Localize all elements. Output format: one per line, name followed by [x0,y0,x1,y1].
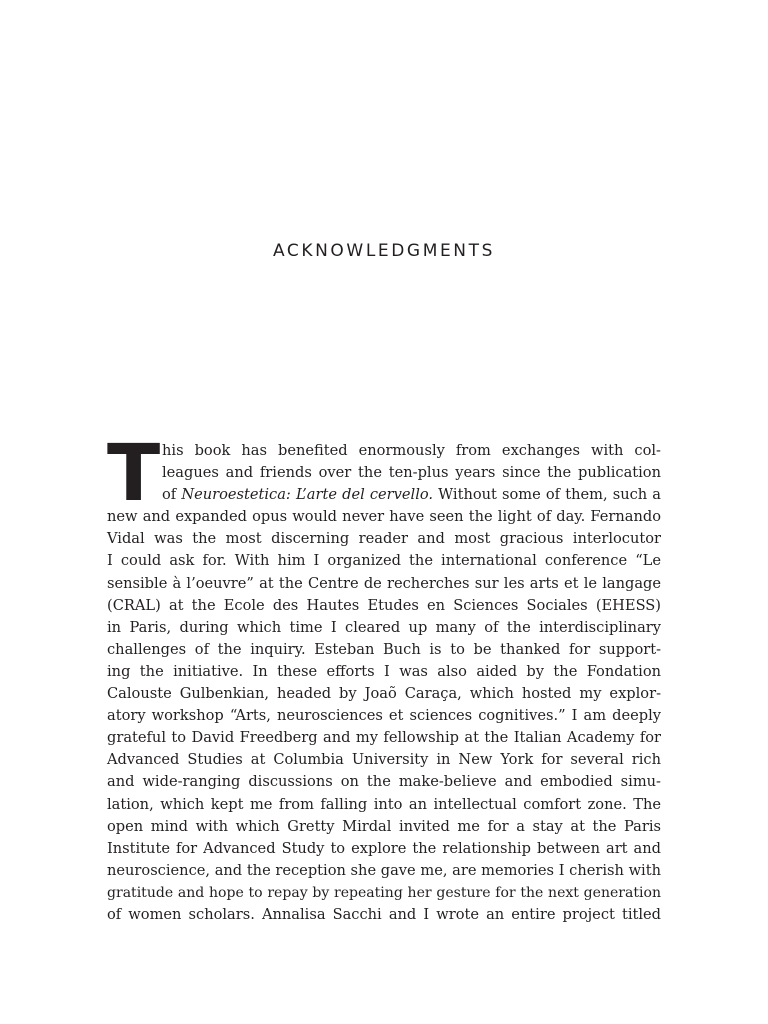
text-line: grateful to David Freedberg and my fellowship at the Italian Academy for [107,729,661,747]
text-line: atory workshop “Arts, neurosciences et sciences cognitives.” I am deeply [107,707,661,725]
text-line: (CRAL) at the Ecole des Hautes Etudes en Sciences Sociales (EHESS) [107,596,661,614]
text-line: Calouste Gulbenkian, headed by Joaõ Caraça, which hosted my explor- [107,685,661,703]
book-title: Neuroestetica: L’arte del cervello. [181,486,434,504]
text-line: challenges of the inquiry. Esteban Buch is to be thanked for support- [107,640,661,658]
text-line: Vidal was the most discerning reader and most gracious interlocutor [107,530,661,548]
chapter-title: ACKNOWLEDGMENTS [272,241,496,261]
text-fragment: of [162,486,177,504]
text-line: of women scholars. Annalisa Sacchi and I wrote an entire project titled [107,905,661,923]
text-line: his book has benefited enormously from exchanges with col- [162,442,661,459]
text-line: Advanced Studies at Columbia University in New York for several rich [107,751,661,769]
text-line: leagues and friends over the ten-plus years since the publication [162,464,661,482]
text-line: I could ask for. With him I organized the international conference “Le [107,552,661,570]
text-line: Institute for Advanced Study to explore the relationship between art and [107,839,661,857]
text-line: lation, which kept me from falling into an intellectual comfort zone. The [107,795,661,813]
drop-cap: T [107,429,161,519]
text-line: ing the initiative. In these efforts I was also aided by the Fondation [107,662,661,680]
text-line: neuroscience, and the reception she gave me, are memories I cherish with [107,861,661,879]
text-line: new and expanded opus would never have seen the light of day. Fernando [107,508,661,526]
text-line: and wide-ranging discussions on the make-believe and embodied simu- [107,773,661,791]
acknowledgments-paragraph [107,429,661,926]
text-line [162,484,661,506]
text-line: in Paris, during which time I cleared up many of the interdisciplinary [107,618,661,636]
text-line: gratitude and hope to repay by repeating her gesture for the next generation [107,884,661,901]
text-line: open mind with which Gretty Mirdal invited me for a stay at the Paris [107,817,661,835]
text-fragment: Without some of them, such a [438,486,661,504]
text-line: sensible à l’oeuvre” at the Centre de recherches sur les arts et le langage [107,574,661,592]
